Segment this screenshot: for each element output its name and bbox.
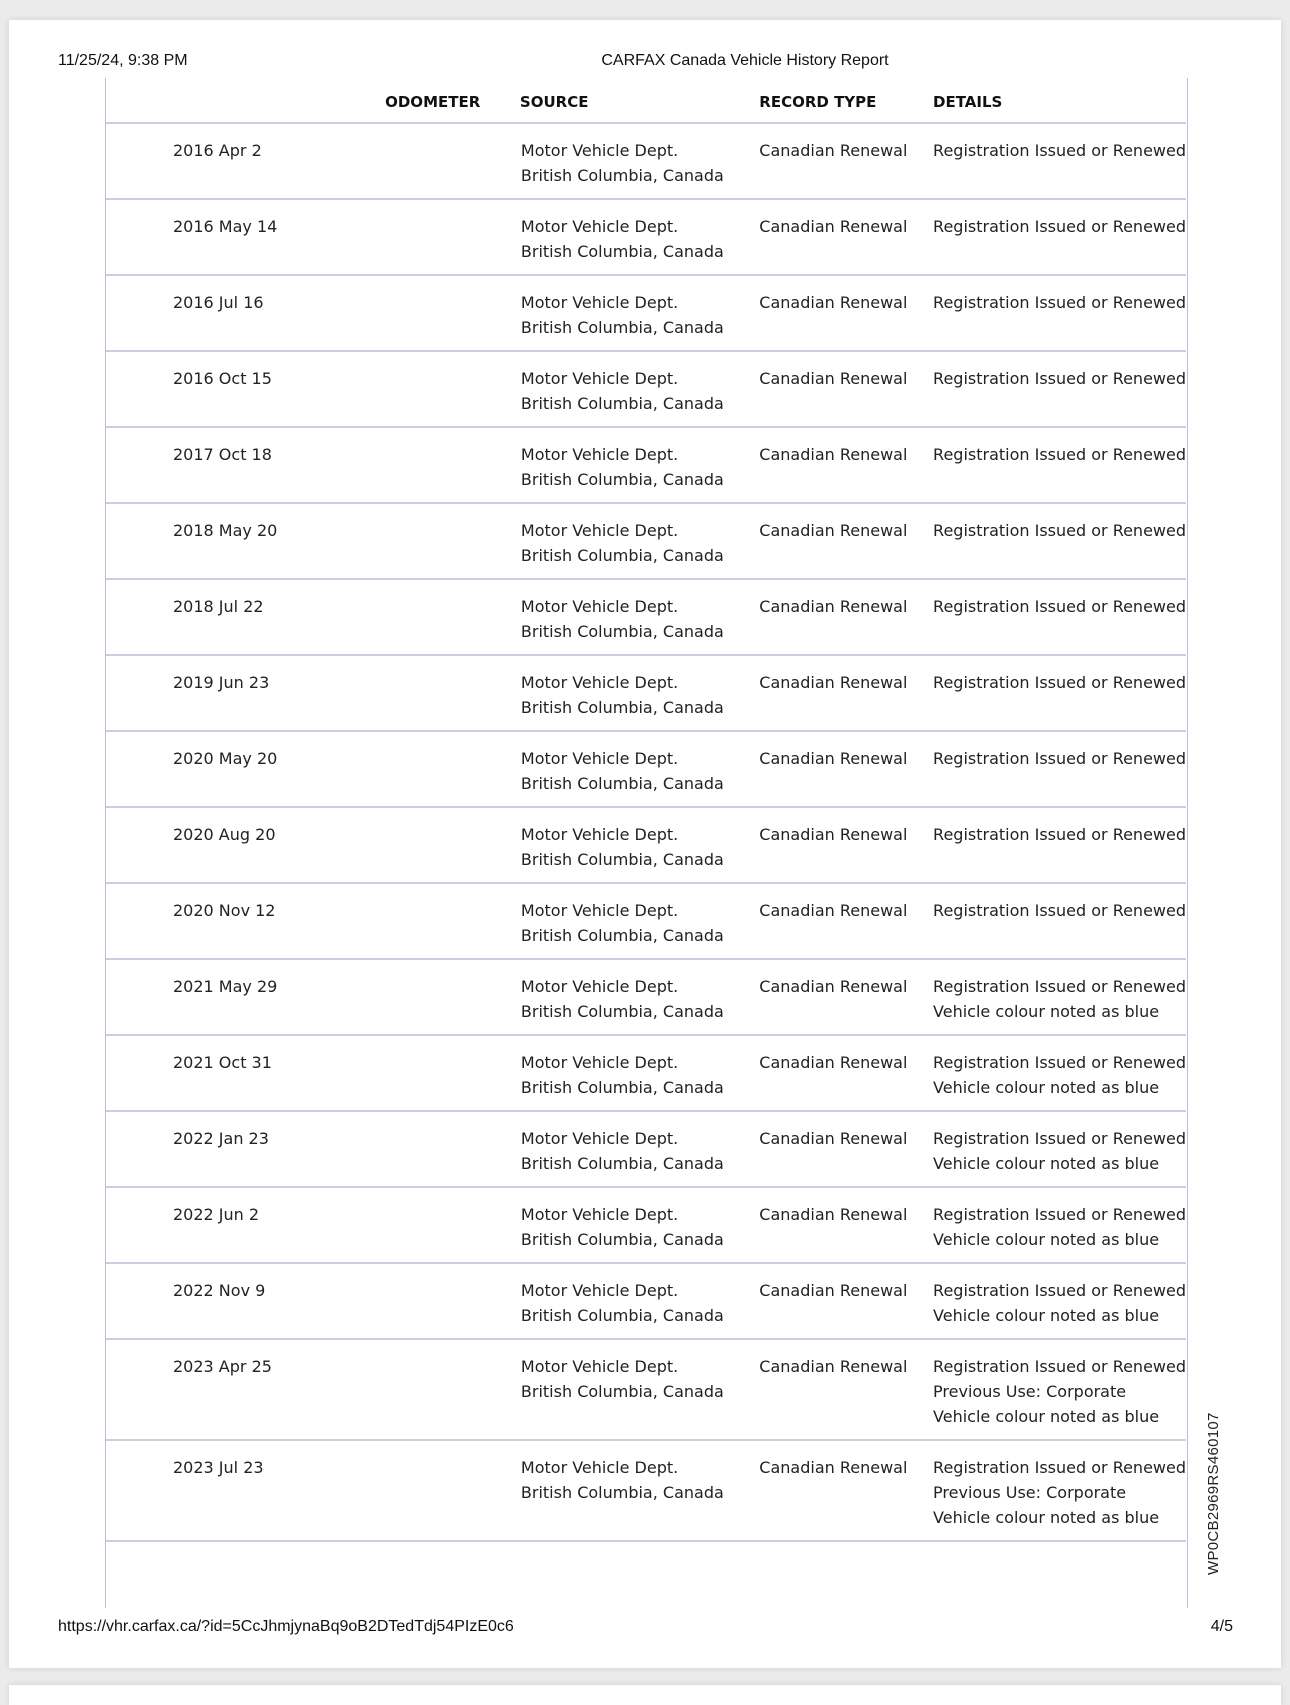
source-line: British Columbia, Canada bbox=[520, 698, 724, 717]
cell-details bbox=[933, 1339, 1186, 1440]
cell-record-type: Canadian Renewal bbox=[759, 1263, 933, 1339]
cell-date: 2019 Jun 23 bbox=[106, 655, 385, 731]
page-number: 4/5 bbox=[1210, 1618, 1233, 1635]
cell-record-type: Canadian Renewal bbox=[759, 351, 933, 427]
cell-source bbox=[519, 655, 759, 731]
cell-source bbox=[519, 1263, 759, 1339]
cell-record-type: Canadian Renewal bbox=[759, 1339, 933, 1440]
cell-details bbox=[933, 807, 1186, 883]
cell-details bbox=[933, 199, 1186, 275]
cell-source bbox=[519, 1187, 759, 1263]
cell-record-type: Canadian Renewal bbox=[759, 807, 933, 883]
header-record-type: RECORD TYPE bbox=[759, 82, 933, 123]
table-row bbox=[106, 959, 1186, 1035]
cell-odometer bbox=[385, 1263, 519, 1339]
detail-line: Registration Issued or Renewed bbox=[933, 1053, 1186, 1072]
cell-odometer bbox=[385, 883, 519, 959]
header-source: SOURCE bbox=[519, 82, 759, 123]
source-line: Motor Vehicle Dept. bbox=[520, 977, 679, 996]
source-line: British Columbia, Canada bbox=[520, 394, 724, 413]
detail-line: Vehicle colour noted as blue bbox=[933, 1002, 1160, 1021]
cell-source bbox=[519, 199, 759, 275]
cell-date: 2022 Jun 2 bbox=[106, 1187, 385, 1263]
table-row bbox=[106, 199, 1186, 275]
cell-odometer bbox=[385, 579, 519, 655]
cell-record-type: Canadian Renewal bbox=[759, 503, 933, 579]
source-line: British Columbia, Canada bbox=[520, 166, 724, 185]
source-line: Motor Vehicle Dept. bbox=[520, 901, 679, 920]
cell-odometer bbox=[385, 275, 519, 351]
table-row bbox=[106, 1263, 1186, 1339]
detail-line: Vehicle colour noted as blue bbox=[933, 1154, 1160, 1173]
cell-record-type: Canadian Renewal bbox=[759, 199, 933, 275]
cell-odometer bbox=[385, 1187, 519, 1263]
detail-line: Previous Use: Corporate bbox=[933, 1483, 1127, 1502]
cell-date: 2016 Oct 15 bbox=[106, 351, 385, 427]
detail-line: Previous Use: Corporate bbox=[933, 1382, 1127, 1401]
header-date bbox=[106, 82, 385, 123]
cell-odometer bbox=[385, 1035, 519, 1111]
source-line: Motor Vehicle Dept. bbox=[520, 673, 679, 692]
cell-date: 2018 Jul 22 bbox=[106, 579, 385, 655]
table-header-row bbox=[106, 82, 1186, 123]
table-row bbox=[106, 1440, 1186, 1541]
source-line: British Columbia, Canada bbox=[520, 1078, 724, 1097]
cell-source bbox=[519, 807, 759, 883]
cell-source bbox=[519, 351, 759, 427]
cell-date: 2021 May 29 bbox=[106, 959, 385, 1035]
cell-date: 2018 May 20 bbox=[106, 503, 385, 579]
source-line: British Columbia, Canada bbox=[520, 1002, 724, 1021]
cell-date: 2022 Nov 9 bbox=[106, 1263, 385, 1339]
cell-odometer bbox=[385, 427, 519, 503]
cell-record-type: Canadian Renewal bbox=[759, 731, 933, 807]
cell-record-type: Canadian Renewal bbox=[759, 959, 933, 1035]
cell-date: 2016 Apr 2 bbox=[106, 123, 385, 199]
cell-record-type: Canadian Renewal bbox=[759, 427, 933, 503]
cell-details bbox=[933, 1187, 1186, 1263]
detail-line: Registration Issued or Renewed bbox=[933, 1129, 1186, 1148]
cell-source bbox=[519, 579, 759, 655]
cell-details bbox=[933, 1035, 1186, 1111]
detail-line: Vehicle colour noted as blue bbox=[933, 1306, 1160, 1325]
cell-record-type: Canadian Renewal bbox=[759, 1440, 933, 1541]
source-line: British Columbia, Canada bbox=[520, 470, 724, 489]
cell-date: 2023 Jul 23 bbox=[106, 1440, 385, 1541]
detail-line: Registration Issued or Renewed bbox=[933, 445, 1186, 464]
table-row bbox=[106, 351, 1186, 427]
detail-line: Registration Issued or Renewed bbox=[933, 1205, 1186, 1224]
vin-code: WP0CB2969RS460107 bbox=[1205, 1412, 1222, 1575]
cell-odometer bbox=[385, 655, 519, 731]
source-line: Motor Vehicle Dept. bbox=[520, 1458, 679, 1477]
table-row bbox=[106, 807, 1186, 883]
source-line: Motor Vehicle Dept. bbox=[520, 141, 679, 160]
source-line: British Columbia, Canada bbox=[520, 926, 724, 945]
cell-date: 2020 May 20 bbox=[106, 731, 385, 807]
cell-details bbox=[933, 351, 1186, 427]
source-line: Motor Vehicle Dept. bbox=[520, 1205, 679, 1224]
cell-odometer bbox=[385, 1111, 519, 1187]
report-url[interactable]: https://vhr.carfax.ca/?id=5CcJhmjynaBq9oB2DTedTdj54PIzE0c6 bbox=[58, 1618, 514, 1635]
header-odometer: ODOMETER bbox=[385, 82, 519, 123]
detail-line: Vehicle colour noted as blue bbox=[933, 1508, 1160, 1527]
table-row bbox=[106, 883, 1186, 959]
print-datetime: 11/25/24, 9:38 PM bbox=[58, 52, 188, 69]
cell-source bbox=[519, 275, 759, 351]
source-line: Motor Vehicle Dept. bbox=[520, 445, 679, 464]
history-table bbox=[106, 82, 1186, 1542]
cell-date: 2016 May 14 bbox=[106, 199, 385, 275]
cell-details bbox=[933, 1111, 1186, 1187]
detail-line: Registration Issued or Renewed bbox=[933, 1281, 1186, 1300]
table-body bbox=[106, 123, 1186, 1541]
cell-date: 2022 Jan 23 bbox=[106, 1111, 385, 1187]
source-line: British Columbia, Canada bbox=[520, 1483, 724, 1502]
source-line: Motor Vehicle Dept. bbox=[520, 217, 679, 236]
cell-date: 2016 Jul 16 bbox=[106, 275, 385, 351]
cell-details bbox=[933, 883, 1186, 959]
cell-record-type: Canadian Renewal bbox=[759, 655, 933, 731]
cell-source bbox=[519, 123, 759, 199]
cell-source bbox=[519, 1111, 759, 1187]
source-line: Motor Vehicle Dept. bbox=[520, 293, 679, 312]
cell-details bbox=[933, 959, 1186, 1035]
cell-source bbox=[519, 1339, 759, 1440]
source-line: British Columbia, Canada bbox=[520, 1382, 724, 1401]
cell-details bbox=[933, 123, 1186, 199]
source-line: Motor Vehicle Dept. bbox=[520, 825, 679, 844]
table-row bbox=[106, 1035, 1186, 1111]
cell-record-type: Canadian Renewal bbox=[759, 883, 933, 959]
source-line: British Columbia, Canada bbox=[520, 546, 724, 565]
table-row bbox=[106, 1339, 1186, 1440]
cell-record-type: Canadian Renewal bbox=[759, 275, 933, 351]
table-row bbox=[106, 275, 1186, 351]
source-line: British Columbia, Canada bbox=[520, 622, 724, 641]
table-row bbox=[106, 123, 1186, 199]
cell-details bbox=[933, 503, 1186, 579]
cell-record-type: Canadian Renewal bbox=[759, 123, 933, 199]
detail-line: Registration Issued or Renewed bbox=[933, 293, 1186, 312]
cell-source bbox=[519, 731, 759, 807]
cell-record-type: Canadian Renewal bbox=[759, 579, 933, 655]
cell-date: 2020 Nov 12 bbox=[106, 883, 385, 959]
table-row bbox=[106, 427, 1186, 503]
cell-date: 2017 Oct 18 bbox=[106, 427, 385, 503]
cell-details bbox=[933, 1263, 1186, 1339]
source-line: Motor Vehicle Dept. bbox=[520, 521, 679, 540]
cell-date: 2023 Apr 25 bbox=[106, 1339, 385, 1440]
cell-odometer bbox=[385, 959, 519, 1035]
table-row bbox=[106, 503, 1186, 579]
source-line: British Columbia, Canada bbox=[520, 318, 724, 337]
cell-odometer bbox=[385, 199, 519, 275]
cell-source bbox=[519, 427, 759, 503]
source-line: Motor Vehicle Dept. bbox=[520, 1053, 679, 1072]
detail-line: Registration Issued or Renewed bbox=[933, 977, 1186, 996]
table-row bbox=[106, 1187, 1186, 1263]
detail-line: Vehicle colour noted as blue bbox=[933, 1078, 1160, 1097]
source-line: British Columbia, Canada bbox=[520, 1154, 724, 1173]
source-line: British Columbia, Canada bbox=[520, 850, 724, 869]
cell-details bbox=[933, 655, 1186, 731]
source-line: Motor Vehicle Dept. bbox=[520, 749, 679, 768]
table-row bbox=[106, 579, 1186, 655]
cell-source bbox=[519, 1035, 759, 1111]
detail-line: Registration Issued or Renewed bbox=[933, 597, 1186, 616]
cell-odometer bbox=[385, 807, 519, 883]
source-line: British Columbia, Canada bbox=[520, 242, 724, 261]
detail-line: Registration Issued or Renewed bbox=[933, 673, 1186, 692]
cell-source bbox=[519, 503, 759, 579]
source-line: Motor Vehicle Dept. bbox=[520, 1129, 679, 1148]
source-line: Motor Vehicle Dept. bbox=[520, 1357, 679, 1376]
detail-line: Registration Issued or Renewed bbox=[933, 1357, 1186, 1376]
next-page-edge bbox=[9, 1685, 1281, 1705]
cell-source bbox=[519, 1440, 759, 1541]
source-line: Motor Vehicle Dept. bbox=[520, 597, 679, 616]
detail-line: Registration Issued or Renewed bbox=[933, 141, 1186, 160]
detail-line: Registration Issued or Renewed bbox=[933, 369, 1186, 388]
cell-details bbox=[933, 275, 1186, 351]
cell-source bbox=[519, 959, 759, 1035]
cell-odometer bbox=[385, 123, 519, 199]
cell-odometer bbox=[385, 1440, 519, 1541]
cell-date: 2021 Oct 31 bbox=[106, 1035, 385, 1111]
cell-odometer bbox=[385, 351, 519, 427]
cell-odometer bbox=[385, 1339, 519, 1440]
cell-odometer bbox=[385, 731, 519, 807]
cell-details bbox=[933, 731, 1186, 807]
cell-details bbox=[933, 1440, 1186, 1541]
report-title: CARFAX Canada Vehicle History Report bbox=[601, 52, 889, 69]
detail-line: Vehicle colour noted as blue bbox=[933, 1407, 1160, 1426]
table-row bbox=[106, 1111, 1186, 1187]
source-line: British Columbia, Canada bbox=[520, 1306, 724, 1325]
detail-line: Vehicle colour noted as blue bbox=[933, 1230, 1160, 1249]
table-row bbox=[106, 731, 1186, 807]
cell-date: 2020 Aug 20 bbox=[106, 807, 385, 883]
cell-odometer bbox=[385, 503, 519, 579]
detail-line: Registration Issued or Renewed bbox=[933, 901, 1186, 920]
header-details: DETAILS bbox=[933, 82, 1186, 123]
cell-record-type: Canadian Renewal bbox=[759, 1187, 933, 1263]
source-line: British Columbia, Canada bbox=[520, 774, 724, 793]
detail-line: Registration Issued or Renewed bbox=[933, 217, 1186, 236]
cell-record-type: Canadian Renewal bbox=[759, 1035, 933, 1111]
cell-record-type: Canadian Renewal bbox=[759, 1111, 933, 1187]
source-line: Motor Vehicle Dept. bbox=[520, 1281, 679, 1300]
table-row bbox=[106, 655, 1186, 731]
cell-source bbox=[519, 883, 759, 959]
cell-details bbox=[933, 579, 1186, 655]
detail-line: Registration Issued or Renewed bbox=[933, 1458, 1186, 1477]
source-line: Motor Vehicle Dept. bbox=[520, 369, 679, 388]
detail-line: Registration Issued or Renewed bbox=[933, 521, 1186, 540]
source-line: British Columbia, Canada bbox=[520, 1230, 724, 1249]
detail-line: Registration Issued or Renewed bbox=[933, 825, 1186, 844]
detail-line: Registration Issued or Renewed bbox=[933, 749, 1186, 768]
cell-details bbox=[933, 427, 1186, 503]
